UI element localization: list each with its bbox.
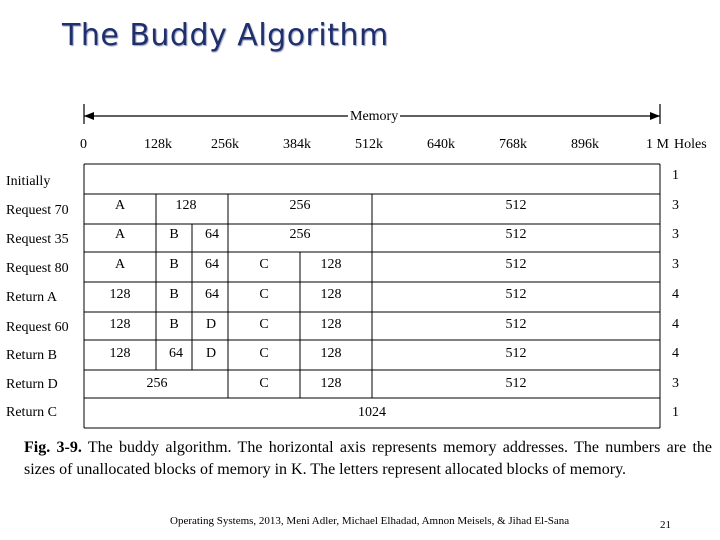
row-label-return-d: Return D bbox=[6, 377, 58, 392]
block-cell: 128 bbox=[109, 287, 131, 302]
block-cell: 512 bbox=[505, 257, 527, 272]
block-cell: 128 bbox=[320, 287, 342, 302]
block-cell: 512 bbox=[505, 346, 527, 361]
block-cell: A bbox=[114, 257, 126, 272]
block-cell: C bbox=[259, 287, 269, 302]
block-cell: 512 bbox=[505, 227, 527, 242]
block-cell: D bbox=[205, 317, 217, 332]
holes-count: 4 bbox=[672, 317, 679, 332]
block-cell: C bbox=[259, 317, 269, 332]
holes-count: 1 bbox=[672, 168, 679, 183]
holes-count: 3 bbox=[672, 257, 679, 272]
block-cell: 128 bbox=[109, 346, 131, 361]
block-cell: 128 bbox=[320, 257, 342, 272]
holes-count: 4 bbox=[672, 346, 679, 361]
holes-count: 3 bbox=[672, 227, 679, 242]
row-label-initially: Initially bbox=[6, 174, 51, 189]
axis-tick-512k: 512k bbox=[355, 137, 383, 152]
row-label-return-c: Return C bbox=[6, 405, 57, 420]
caption-text: The buddy algorithm. The horizontal axis represents memory addresses. The numbers are the sizes of unallocated blocks of memory in K. The letters represent allocated blocks of memory. bbox=[24, 439, 713, 478]
block-cell: 256 bbox=[289, 227, 311, 242]
block-cell: 512 bbox=[505, 287, 527, 302]
block-cell: D bbox=[205, 346, 217, 361]
block-cell: 256 bbox=[146, 376, 168, 391]
axis-tick-0: 0 bbox=[80, 137, 87, 152]
row-label-request-80: Request 80 bbox=[6, 261, 69, 276]
block-cell: 64 bbox=[169, 346, 183, 361]
holes-count: 3 bbox=[672, 376, 679, 391]
row-label-request-70: Request 70 bbox=[6, 203, 69, 218]
block-cell: B bbox=[169, 227, 179, 242]
block-cell: 128 bbox=[109, 317, 131, 332]
holes-count: 3 bbox=[672, 198, 679, 213]
block-cell: 64 bbox=[205, 227, 219, 242]
block-cell: 256 bbox=[289, 198, 311, 213]
block-cell: C bbox=[259, 376, 269, 391]
block-cell: C bbox=[259, 257, 269, 272]
block-cell: A bbox=[114, 198, 126, 213]
block-cell: A bbox=[114, 227, 126, 242]
block-cell: 64 bbox=[205, 257, 219, 272]
figure-caption bbox=[24, 437, 712, 481]
axis-tick-384k: 384k bbox=[283, 137, 311, 152]
axis-tick-128k: 128k bbox=[144, 137, 172, 152]
figure-label: Fig. 3-9. bbox=[24, 439, 82, 456]
memory-label: Memory bbox=[350, 109, 399, 124]
block-cell: 1024 bbox=[358, 405, 386, 420]
axis-tick-1m: 1 M bbox=[646, 137, 669, 152]
block-cell: 128 bbox=[320, 376, 342, 391]
holes-header: Holes bbox=[674, 137, 707, 152]
row-label-return-a: Return A bbox=[6, 290, 57, 305]
block-cell: 64 bbox=[205, 287, 219, 302]
block-cell: 512 bbox=[505, 376, 527, 391]
block-cell: 128 bbox=[320, 346, 342, 361]
block-cell: B bbox=[169, 257, 179, 272]
row-label-request-35: Request 35 bbox=[6, 232, 69, 247]
block-cell: B bbox=[169, 287, 179, 302]
axis-tick-640k: 640k bbox=[427, 137, 455, 152]
holes-count: 4 bbox=[672, 287, 679, 302]
footer-credits: Operating Systems, 2013, Meni Adler, Michael Elhadad, Amnon Meisels, & Jihad El-Sana bbox=[170, 515, 570, 527]
page-number: 21 bbox=[660, 519, 671, 531]
block-cell: 128 bbox=[320, 317, 342, 332]
row-label-request-60: Request 60 bbox=[6, 320, 69, 335]
block-cell: C bbox=[259, 346, 269, 361]
axis-tick-768k: 768k bbox=[499, 137, 527, 152]
slide-title: The Buddy Algorithm bbox=[62, 18, 389, 53]
block-cell: B bbox=[169, 317, 179, 332]
row-label-return-b: Return B bbox=[6, 348, 57, 363]
block-cell: 512 bbox=[505, 198, 527, 213]
axis-tick-896k: 896k bbox=[571, 137, 599, 152]
block-cell: 512 bbox=[505, 317, 527, 332]
axis-tick-256k: 256k bbox=[211, 137, 239, 152]
holes-count: 1 bbox=[672, 405, 679, 420]
block-cell: 128 bbox=[175, 198, 197, 213]
